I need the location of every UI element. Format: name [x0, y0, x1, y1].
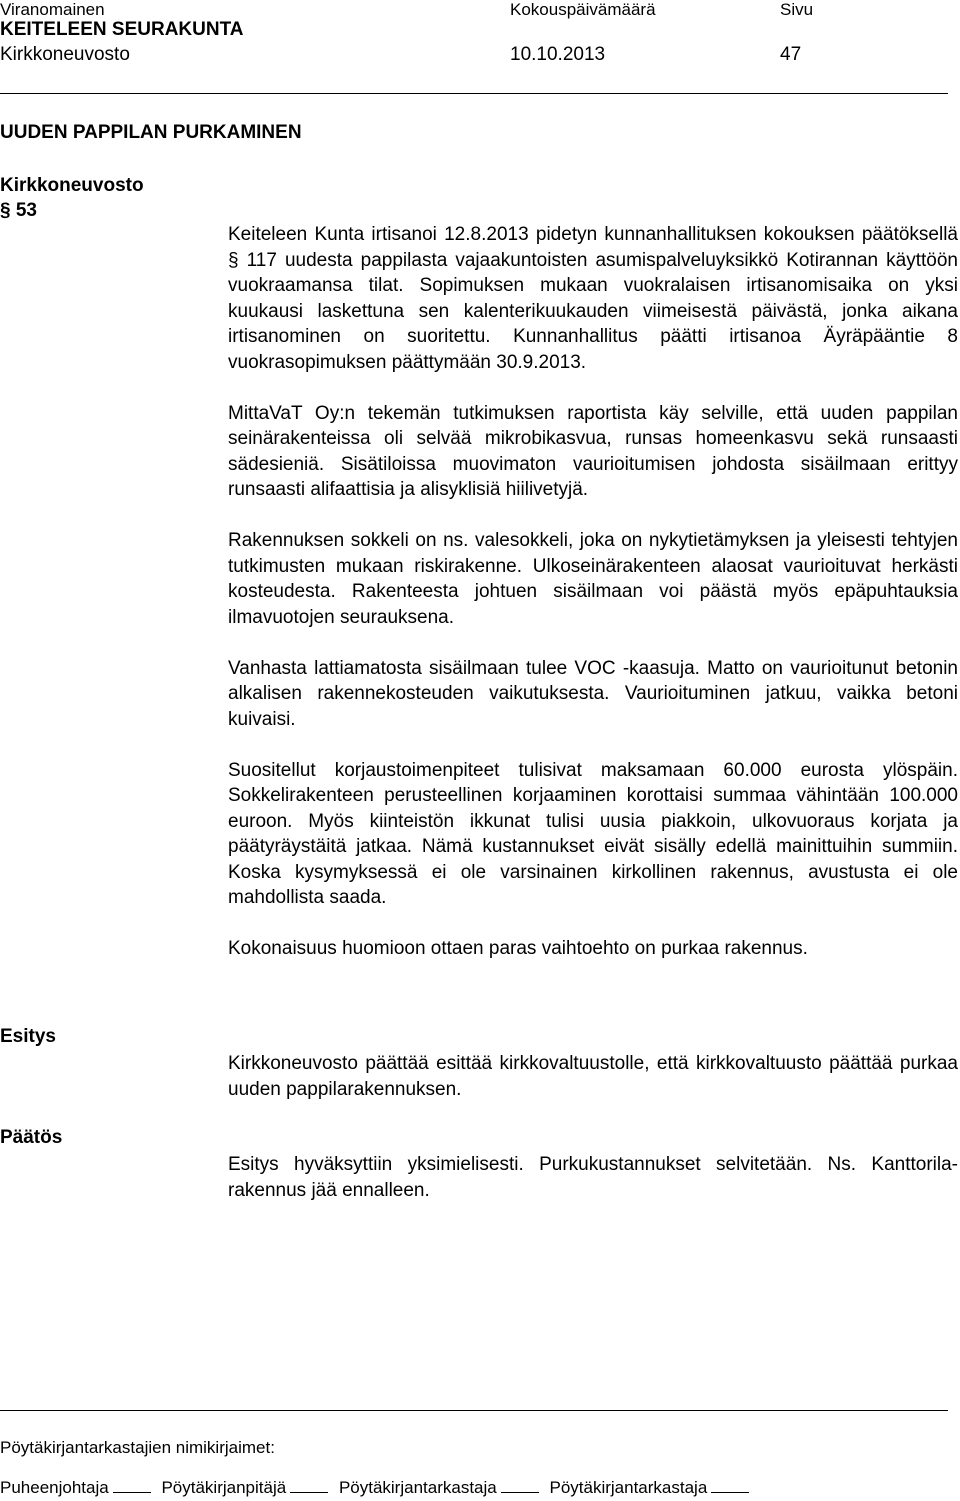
initials-label: Pöytäkirjantarkastajien nimikirjaimet:	[0, 1438, 275, 1457]
paragraph-reference: § 53	[0, 200, 37, 221]
organization-name: KEITELEEN SEURAKUNTA	[0, 19, 244, 40]
signature-row	[0, 1478, 755, 1498]
role-label: Pöytäkirjanpitäjä	[161, 1478, 287, 1497]
content-paragraph: Suositellut korjaustoimenpiteet tulisivat maksamaan 60.000 eurosta ylöspäin. Sokkelirakenteen perusteellinen korjaaminen korottaisi summaa vähintään 100.000 euroon. Myös kiinteistön ikkunat tulisi uusia piakkoin, ulkovuoraus korjata ja päätyräystäitä jatkaa. Nämä kustannukset eivät sisälly edellä mainittuihin summiin. Koska kysymyksessä ei ole varsinainen kirkollinen rakennus, avustusta ei ole mahdollista saada.	[228, 759, 958, 908]
signature-line	[711, 1478, 749, 1493]
decision-section	[228, 1152, 958, 1229]
content-paragraph: Rakennuksen sokkeli on ns. valesokkeli, joka on nykytietämyksen ja yleisesti tehtyjen tutkimusten mukaan riskirakenne. Ulkoseinärakenteen alaosat vaurioituvat herkästi kosteudesta. Rakenteesta johtuen sisäilmaan voi päästä myös epäpuhtauksia ilmavuotojen seurauksena.	[228, 530, 958, 628]
header-divider	[0, 93, 948, 94]
main-content	[228, 222, 958, 987]
role-label: Puheenjohtaja	[0, 1478, 109, 1497]
date-label: Kokouspäivämäärä	[510, 0, 656, 19]
signature-secretary	[161, 1478, 328, 1498]
content-paragraph: Vanhasta lattiamatosta sisäilmaan tulee VOC -kaasuja. Matto on vaurioitunut betonin alkalisen rakennekosteuden vaikutuksesta. Vaurioituminen jatkuu, vaikka betoni kuivaisi.	[228, 657, 958, 730]
content-paragraph: MittaVaT Oy:n tekemän tutkimuksen raportista käy selville, että uuden pappilan seinärakenteissa oli selvää mikrobikasvua, runsas homeenkasvu sekä runsaasti sädesieniä. Sisätiloissa muovimaton vaurioitumisen johdosta sisäilmaan erittyy runsaasti alifaattisia ja alisyklisiä hiilivetyjä.	[228, 402, 958, 500]
body-name: Kirkkoneuvosto	[0, 44, 130, 65]
body-label: Kirkkoneuvosto	[0, 175, 144, 196]
signature-line	[113, 1478, 151, 1493]
signature-line	[501, 1478, 539, 1493]
role-label: Pöytäkirjantarkastaja	[549, 1478, 708, 1497]
proposal-text: Kirkkoneuvosto päättää esittää kirkkovaltuustolle, että kirkkovaltuusto päättää purkaa uuden pappilarakennuksen.	[228, 1053, 958, 1100]
content-paragraph: Kokonaisuus huomioon ottaen paras vaihtoehto on purkaa rakennus.	[228, 938, 808, 959]
signature-inspector-2	[549, 1478, 749, 1498]
decision-text: Esitys hyväksyttiin yksimielisesti. Purkukustannukset selvitetään. Ns. Kanttorila- rakennus jää ennalleen.	[228, 1154, 958, 1201]
signature-line	[290, 1478, 328, 1493]
page-number: 47	[780, 44, 802, 65]
footer-divider	[0, 1410, 948, 1411]
meeting-date: 10.10.2013	[510, 44, 606, 65]
page-label: Sivu	[780, 0, 814, 19]
signature-inspector-1	[339, 1478, 539, 1498]
proposal-section	[228, 1051, 958, 1128]
section-title: UUDEN PAPPILAN PURKAMINEN	[0, 122, 302, 143]
authority-label: Viranomainen	[0, 0, 105, 19]
signature-chair	[0, 1478, 151, 1498]
decision-label: Päätös	[0, 1127, 63, 1148]
content-paragraph: Keiteleen Kunta irtisanoi 12.8.2013 pidetyn kunnanhallituksen kokouksen päätöksellä § 117 uudesta pappilasta vajaakuntoisten asumispalveluyksikkö Kotirannan käyttöön vuokraamansa tilat. Sopimuksen mukaan vuokralaisen irtisanomisaika on yksi kuukausi laskettuna sen kalenterikuukauden viimeisestä päivästä, jonka aikana irtisanominen on suoritettu. Kunnanhallitus päätti irtisanoa Äyräpääntie 8 vuokrasopimuksen päättymään 30.9.2013.	[228, 224, 958, 373]
role-label: Pöytäkirjantarkastaja	[338, 1478, 497, 1497]
proposal-label: Esitys	[0, 1026, 56, 1047]
